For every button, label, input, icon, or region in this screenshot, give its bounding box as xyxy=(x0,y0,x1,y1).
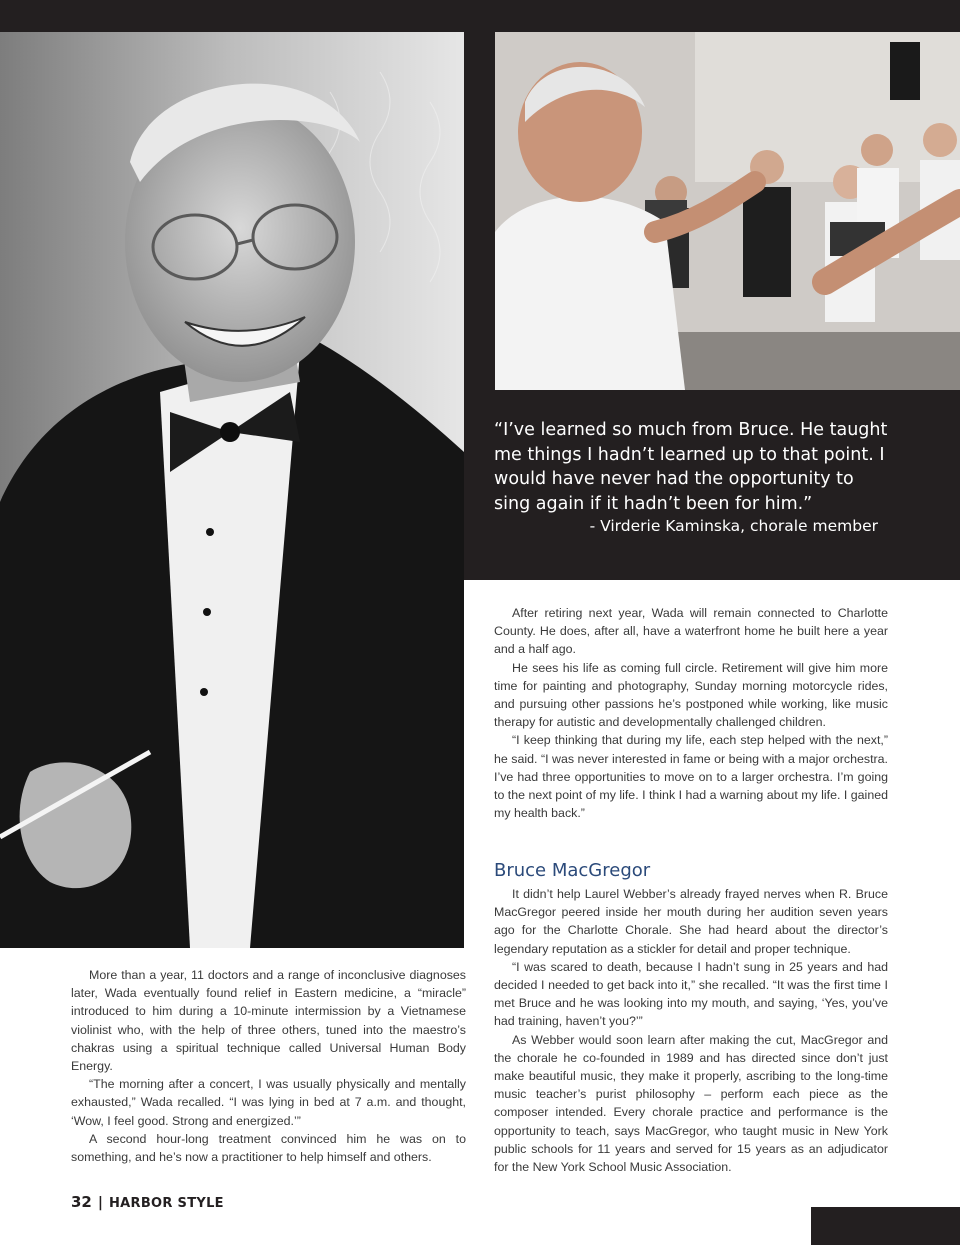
pull-quote: “I’ve learned so much from Bruce. He taught me things I hadn’t learned up to that point. I would have never had the opportunity to sing again if it hadn’t been for him.” xyxy=(494,420,888,514)
paragraph: “The morning after a concert, I was usually physically and mentally exhausted,” Wada recalled. “I was lying in bed at 7 a.m. and thought, ‘Wow, I feel good. Strong and energized.’” xyxy=(71,1077,466,1128)
paragraph: It didn’t help Laurel Webber’s already frayed nerves when R. Bruce MacGregor peered inside her mouth during her audition seven years ago for the Charlotte Chorale. She had heard about the director’s legendary reputation as a stickler for detail and proper technique. xyxy=(494,887,888,956)
top-bar xyxy=(0,0,960,32)
paragraph: As Webber would soon learn after making the cut, MacGregor and the chorale he co-founded in 1989 and has directed since don’t just make beautiful music, they make it properly, ascribing to the long-time music teacher’s purist philosophy – perform each piece as the composer intended. Every chorale practice and performance is the opportunity to teach, says MacGregor, who taught music in New York public schools for 11 years and served for 15 years as an adjudicator for the New York School Music Association. xyxy=(494,1032,888,1175)
page-footer xyxy=(71,1193,224,1211)
paragraph: After retiring next year, Wada will remain connected to Charlotte County. He does, after all, have a waterfront home he built here a year and a half ago. xyxy=(494,606,888,657)
paragraph: More than a year, 11 doctors and a range of inconclusive diagnoses later, Wada eventually found relief in Eastern medicine, a “miracle” introduced to him during a 10-minute intermission by a Vietnamese violinist who, with the help of three others, tuned into the maestro’s chakras using a spiritual technique called Universal Human Body Energy. xyxy=(71,968,466,1074)
section-heading: Bruce MacGregor xyxy=(494,860,651,881)
magazine-name: HARBOR STYLE xyxy=(109,1196,224,1211)
page-number: 32 xyxy=(71,1193,92,1211)
pull-quote-attribution: - Virderie Kaminska, chorale member xyxy=(589,517,878,535)
article-column-left xyxy=(71,966,466,1166)
article-column-right-bottom xyxy=(494,885,888,1176)
paragraph: He sees his life as coming full circle. Retirement will give him more time for painting and photography, Sunday morning motorcycle rides, and pursuing other passions he’s postponed while working, like music therapy for autistic and developmentally challenged children. xyxy=(494,660,888,730)
paragraph: “I was scared to death, because I hadn’t sung in 25 years and had decided I needed to get back into it,” she recalled. “It was the first time I met Bruce and he was looking into my mouth, and saying, ‘Yes, you’ve had training, haven’t you?’” xyxy=(494,959,888,1029)
conductor-portrait-photo xyxy=(0,32,464,948)
paragraph: “I keep thinking that during my life, each step helped with the next,” he said. “I was never interested in fame or being with a major orchestra. I’ve had three opportunities to move on to a larger orchestra. I’m going to the next point of my life. I think I had a warning about my life. I gained my health back.” xyxy=(494,733,888,821)
article-column-right-top xyxy=(494,604,888,822)
paragraph: A second hour-long treatment convinced him he was on to something, and he’s now a practitioner to help himself and others. xyxy=(71,1131,466,1165)
footer-separator: | xyxy=(97,1195,103,1211)
corner-tab xyxy=(811,1207,960,1245)
choir-rehearsal-photo xyxy=(495,32,960,390)
